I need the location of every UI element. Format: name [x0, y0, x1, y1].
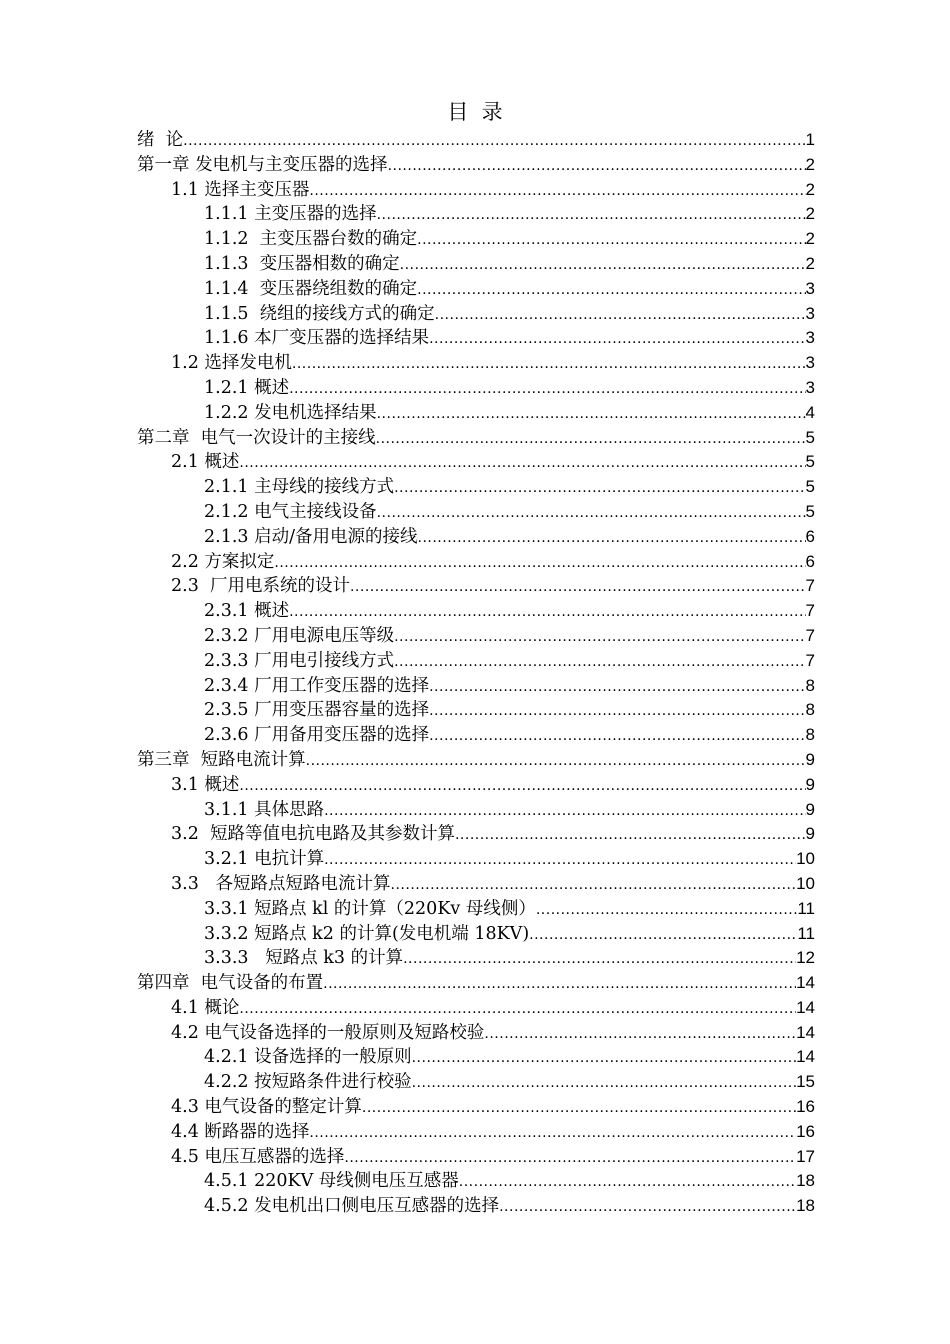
toc-entry-label: 3.3 各短路点短路电流计算: [171, 873, 391, 894]
toc-dot-leader: [417, 228, 805, 253]
toc-entry[interactable]: [137, 698, 815, 723]
toc-entry[interactable]: [137, 178, 815, 203]
toc-entry-page-number: 8: [805, 725, 815, 745]
toc-entry[interactable]: [137, 674, 815, 699]
toc-entry-page-number: 9: [805, 774, 815, 794]
toc-dot-leader: [484, 1022, 796, 1047]
toc-dot-leader: [377, 203, 806, 228]
table-of-contents: [137, 128, 815, 1219]
toc-entry-page-number: 2: [805, 179, 815, 199]
toc-entry[interactable]: [137, 202, 815, 227]
toc-dot-leader: [499, 1195, 796, 1220]
toc-entry-label: 4.1 概论: [171, 997, 240, 1018]
toc-entry[interactable]: [137, 1070, 815, 1095]
toc-entry-page-number: 9: [805, 799, 815, 819]
toc-entry[interactable]: [137, 153, 815, 178]
toc-entry-label: 2.1.2 电气主接线设备: [204, 501, 377, 522]
toc-entry[interactable]: [137, 897, 815, 922]
toc-dot-leader: [344, 1146, 796, 1171]
toc-entry-label: 1.1.5 绕组的接线方式的确定: [204, 303, 435, 324]
toc-entry-page-number: 18: [796, 1196, 815, 1216]
toc-entry-page-number: 5: [805, 452, 815, 472]
toc-entry-page-number: 8: [805, 700, 815, 720]
toc-entry-label: 2.3.1 概述: [204, 601, 290, 622]
toc-entry-label: 4.4 断路器的选择: [171, 1121, 310, 1142]
toc-dot-leader: [459, 1170, 796, 1195]
toc-entry-page-number: 5: [805, 477, 815, 497]
toc-entry[interactable]: [137, 326, 815, 351]
toc-entry-label: 2.1 概述: [171, 452, 240, 473]
toc-entry[interactable]: [137, 822, 815, 847]
toc-dot-leader: [377, 501, 806, 526]
toc-entry[interactable]: [137, 351, 815, 376]
toc-entry-page-number: 2: [805, 204, 815, 224]
toc-dot-leader: [394, 650, 805, 675]
toc-entry-page-number: 15: [796, 1072, 815, 1092]
toc-entry[interactable]: [137, 500, 815, 525]
toc-dot-leader: [429, 724, 805, 749]
toc-entry-page-number: 7: [805, 601, 815, 621]
toc-entry-page-number: 8: [805, 675, 815, 695]
toc-entry-page-number: 6: [805, 551, 815, 571]
toc-entry-page-number: 2: [805, 229, 815, 249]
toc-dot-leader: [391, 873, 797, 898]
toc-entry-label: 3.3.1 短路点 kl 的计算（220Kv 母线侧）: [204, 898, 536, 919]
toc-dot-leader: [362, 1096, 796, 1121]
toc-entry[interactable]: [137, 872, 815, 897]
toc-entry[interactable]: [137, 946, 815, 971]
toc-entry-page-number: 14: [796, 1022, 815, 1042]
toc-entry-label: 2.3.6 厂用备用变压器的选择: [204, 725, 430, 746]
toc-entry[interactable]: [137, 401, 815, 426]
toc-dot-leader: [536, 898, 798, 923]
toc-entry-page-number: 3: [805, 377, 815, 397]
toc-dot-leader: [429, 699, 805, 724]
toc-dot-leader: [376, 427, 806, 452]
toc-entry-label: 1.1 选择主变压器: [171, 179, 310, 200]
toc-entry[interactable]: [137, 922, 815, 947]
toc-entry[interactable]: [137, 1021, 815, 1046]
toc-entry-label: 4.5.1 220KV 母线侧电压互感器: [204, 1171, 459, 1192]
toc-entry[interactable]: [137, 624, 815, 649]
toc-dot-leader: [183, 129, 805, 154]
toc-entry-page-number: 14: [796, 973, 815, 993]
toc-entry-label: 1.1.6 本厂变压器的选择结果: [204, 328, 430, 349]
toc-dot-leader: [455, 823, 806, 848]
toc-entry[interactable]: [137, 1145, 815, 1170]
toc-entry-label: 第一章 发电机与主变压器的选择: [137, 154, 388, 175]
toc-entry-label: 1.2.1 概述: [204, 377, 290, 398]
toc-entry-label: 3.3.3 短路点 k3 的计算: [204, 948, 404, 969]
toc-dot-leader: [324, 848, 796, 873]
toc-entry-page-number: 9: [805, 824, 815, 844]
toc-entry-page-number: 4: [805, 402, 815, 422]
toc-entry-label: 4.3 电气设备的整定计算: [171, 1097, 362, 1118]
toc-entry-label: 第三章 短路电流计算: [137, 749, 306, 770]
toc-dot-leader: [403, 947, 796, 972]
toc-dot-leader: [412, 1071, 796, 1096]
toc-entry-page-number: 5: [805, 427, 815, 447]
toc-dot-leader: [429, 675, 805, 700]
toc-dot-leader: [350, 575, 806, 600]
toc-entry[interactable]: [137, 475, 815, 500]
toc-entry-label: 1.1.3 变压器相数的确定: [204, 253, 400, 274]
toc-entry-page-number: 1: [805, 130, 815, 149]
toc-entry[interactable]: [137, 1120, 815, 1145]
toc-dot-leader: [529, 923, 797, 948]
toc-dot-leader: [323, 972, 796, 997]
toc-entry-label: 2.3 厂用电系统的设计: [171, 576, 350, 597]
toc-entry-page-number: 2: [805, 253, 815, 273]
toc-dot-leader: [309, 179, 805, 204]
toc-entry-page-number: 2: [805, 154, 815, 174]
toc-dot-leader: [239, 774, 805, 799]
toc-entry-label: 第二章 电气一次设计的主接线: [137, 427, 376, 448]
toc-entry-label: 3.2.1 电抗计算: [204, 849, 325, 870]
toc-entry-page-number: 10: [796, 873, 815, 893]
toc-entry-label: 2.2 方案拟定: [171, 551, 275, 572]
toc-entry[interactable]: [137, 574, 815, 599]
toc-entry-label: 4.2.2 按短路条件进行校验: [204, 1072, 412, 1093]
toc-entry-label: 1.1.2 主变压器台数的确定: [204, 229, 418, 250]
toc-entry[interactable]: [137, 302, 815, 327]
toc-entry-page-number: 14: [796, 1047, 815, 1067]
toc-dot-leader: [239, 451, 805, 476]
toc-entry[interactable]: [137, 376, 815, 401]
toc-entry-label: 4.2 电气设备选择的一般原则及短路校验: [171, 1022, 485, 1043]
toc-entry-page-number: 7: [805, 625, 815, 645]
toc-dot-leader: [324, 799, 805, 824]
toc-entry[interactable]: [137, 426, 815, 451]
toc-entry-label: 3.1 概述: [171, 774, 240, 795]
toc-dot-leader: [388, 154, 806, 179]
toc-dot-leader: [309, 1121, 796, 1146]
toc-entry-label: 3.2 短路等值电抗电路及其参数计算: [171, 824, 455, 845]
toc-entry[interactable]: [137, 599, 815, 624]
toc-dot-leader: [412, 1046, 796, 1071]
toc-entry-page-number: 3: [805, 328, 815, 348]
toc-entry-label: 4.5 电压互感器的选择: [171, 1146, 345, 1167]
toc-dot-leader: [377, 402, 806, 427]
toc-entry-label: 2.3.3 厂用电引接线方式: [204, 650, 395, 671]
toc-title-text: 目 录: [447, 100, 503, 124]
toc-entry-label: 4.5.2 发电机出口侧电压互感器的选择: [204, 1196, 500, 1217]
toc-dot-leader: [394, 625, 805, 650]
toc-entry-label: 2.3.4 厂用工作变压器的选择: [204, 675, 430, 696]
toc-entry-page-number: 10: [796, 849, 815, 869]
toc-entry-label: 2.1.3 启动/备用电源的接线: [204, 526, 418, 547]
toc-entry[interactable]: [137, 277, 815, 302]
toc-entry-page-number: 14: [796, 997, 815, 1017]
toc-entry[interactable]: [137, 971, 815, 996]
toc-dot-leader: [292, 352, 806, 377]
toc-entry-page-number: 7: [805, 576, 815, 596]
toc-entry-label: 3.3.2 短路点 k2 的计算(发电机端 18KV): [204, 923, 530, 944]
toc-entry[interactable]: [137, 996, 815, 1021]
toc-entry[interactable]: [137, 450, 815, 475]
toc-entry[interactable]: [137, 748, 815, 773]
toc-dot-leader: [239, 997, 796, 1022]
toc-entry-page-number: 3: [805, 303, 815, 323]
toc-entry-page-number: 6: [805, 526, 815, 546]
toc-entry-page-number: 9: [805, 749, 815, 769]
toc-entry-page-number: 7: [805, 650, 815, 670]
toc-entry[interactable]: [137, 723, 815, 748]
toc-entry-label: 1.2 选择发电机: [171, 353, 292, 374]
toc-dot-leader: [306, 749, 806, 774]
toc-entry-page-number: 3: [805, 353, 815, 373]
toc-dot-leader: [400, 253, 806, 278]
toc-dot-leader: [289, 600, 805, 625]
toc-entry[interactable]: [137, 1095, 815, 1120]
toc-entry-label: 1.1.1 主变压器的选择: [204, 204, 377, 225]
toc-entry[interactable]: [137, 1045, 815, 1070]
toc-entry-page-number: 12: [796, 948, 815, 968]
toc-dot-leader: [274, 551, 805, 576]
toc-dot-leader: [394, 476, 805, 501]
toc-dot-leader: [435, 303, 806, 328]
toc-dot-leader: [429, 327, 805, 352]
toc-entry-page-number: 3: [805, 278, 815, 298]
toc-entry[interactable]: [137, 649, 815, 674]
toc-entry-page-number: 16: [796, 1121, 815, 1141]
toc-dot-leader: [417, 278, 805, 303]
toc-entry[interactable]: [137, 798, 815, 823]
toc-entry-label: 2.3.5 厂用变压器容量的选择: [204, 700, 430, 721]
toc-entry-page-number: 11: [797, 923, 815, 943]
toc-dot-leader: [418, 526, 806, 551]
toc-entry-label: 绪 论: [137, 130, 184, 150]
toc-entry-label: 第四章 电气设备的布置: [137, 973, 324, 994]
toc-entry-label: 1.2.2 发电机选择结果: [204, 402, 377, 423]
toc-entry-label: 1.1.4 变压器绕组数的确定: [204, 278, 418, 299]
toc-entry[interactable]: [137, 227, 815, 252]
toc-entry-label: 4.2.1 设备选择的一般原则: [204, 1047, 412, 1068]
toc-entry-label: 2.1.1 主母线的接线方式: [204, 477, 395, 498]
toc-entry-page-number: 5: [805, 501, 815, 521]
toc-entry-label: 3.1.1 具体思路: [204, 799, 325, 820]
toc-entry-page-number: 18: [796, 1171, 815, 1191]
toc-entry[interactable]: [137, 252, 815, 277]
toc-entry[interactable]: [137, 1169, 815, 1194]
toc-entry-page-number: 17: [796, 1146, 815, 1166]
toc-dot-leader: [289, 377, 805, 402]
toc-entry-page-number: 16: [796, 1097, 815, 1117]
toc-entry[interactable]: [137, 525, 815, 550]
toc-title: [0, 97, 950, 127]
toc-entry[interactable]: [137, 128, 815, 153]
toc-entry-page-number: 11: [797, 898, 815, 918]
toc-entry[interactable]: [137, 847, 815, 872]
toc-entry[interactable]: [137, 550, 815, 575]
toc-entry[interactable]: [137, 1194, 815, 1219]
toc-entry[interactable]: [137, 773, 815, 798]
toc-entry-label: 2.3.2 厂用电源电压等级: [204, 625, 395, 646]
